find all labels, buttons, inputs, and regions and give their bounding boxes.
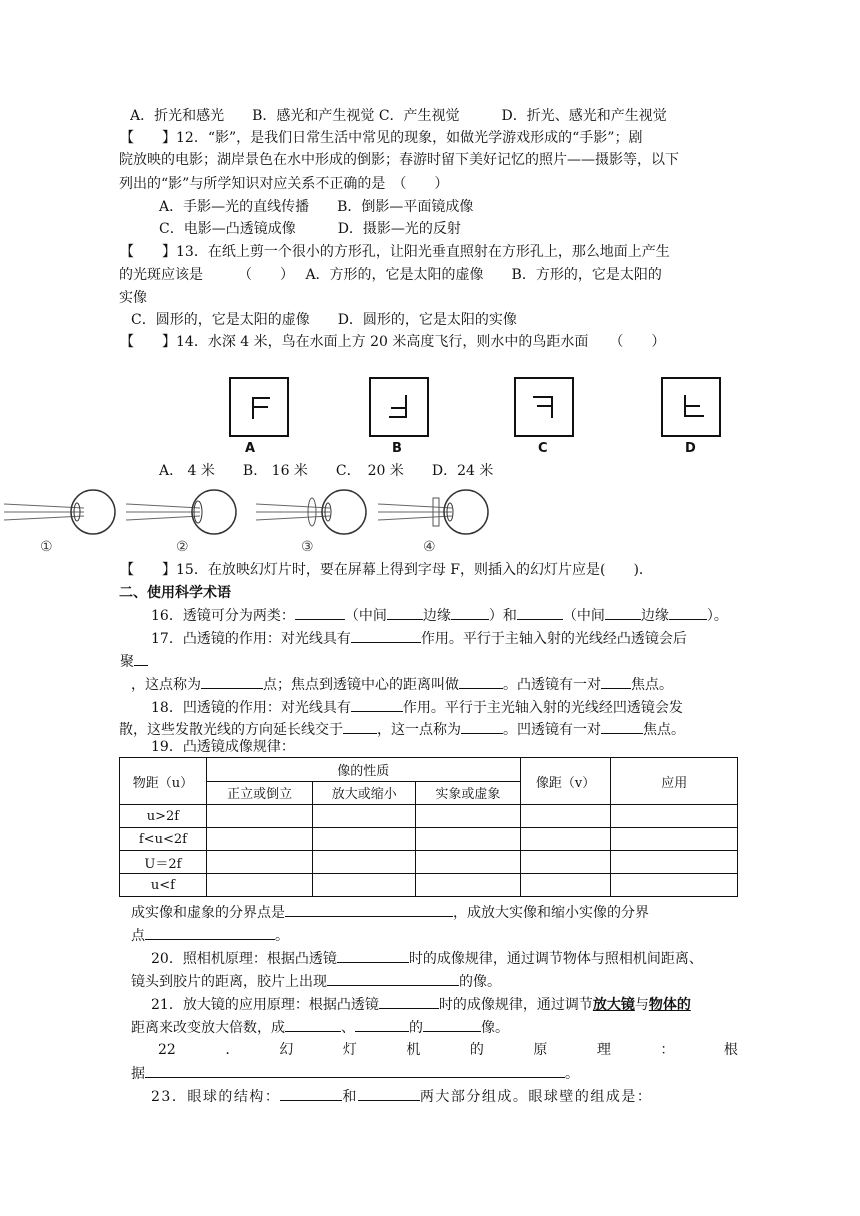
q17-blank-5[interactable] bbox=[601, 674, 631, 689]
q19-title: 19．凸透镜成像规律： bbox=[151, 739, 295, 755]
table-header-image-distance: 像距（v） bbox=[520, 758, 611, 805]
eye-label-1: ① bbox=[40, 539, 53, 555]
table-cell[interactable] bbox=[313, 828, 416, 851]
q20-blank-2[interactable] bbox=[327, 971, 459, 986]
q16-line: 16．透镜可分为两类： （中间 边缘 ）和 （中间 边缘 ）。 bbox=[151, 605, 728, 626]
q17-blank-1[interactable] bbox=[351, 628, 421, 643]
q18-blank-2[interactable] bbox=[343, 719, 377, 734]
q12-options-1: A．手影—光的直线传播 B．倒影—平面镜成像 bbox=[159, 199, 474, 215]
q16-blank-4[interactable] bbox=[517, 605, 563, 620]
q20-line1: 20．照相机原理：根据凸透镜 时的成像规律，通过调节物体与照相机间距离、 bbox=[151, 948, 703, 969]
table-cell[interactable] bbox=[520, 874, 611, 897]
table-row bbox=[120, 874, 738, 897]
q22-line2: 据 。 bbox=[131, 1063, 579, 1084]
table-cell[interactable] bbox=[520, 828, 611, 851]
table-cell[interactable] bbox=[416, 828, 521, 851]
slide-label-b: B bbox=[392, 441, 402, 456]
slide-label-d: D bbox=[685, 441, 696, 456]
q12-line3: 列出的“影”与所学知识对应关系不正确的是 （ ） bbox=[119, 176, 449, 192]
eye-label-2: ② bbox=[176, 539, 189, 555]
table-header-image-nature: 像的性质 bbox=[206, 758, 520, 782]
slide-label-c: C bbox=[538, 441, 548, 456]
table-cell[interactable] bbox=[313, 874, 416, 897]
q21-blank-3[interactable] bbox=[355, 1017, 409, 1032]
table-header-object-distance: 物距（u） bbox=[120, 758, 207, 805]
table-row-label: u>2f bbox=[120, 805, 207, 828]
q17-blank-3[interactable] bbox=[201, 674, 263, 689]
q23-line1: 23．眼球的结构： 和 两大部分组成。眼球壁的组成是： bbox=[151, 1086, 652, 1107]
q13-line1: 【 】13．在纸上剪一个很小的方形孔，让阳光垂直照射在方形孔上，那么地面上产生 bbox=[120, 244, 670, 260]
q22-line1: 22 . 幻 灯 机 的 原 理 ： 根 bbox=[158, 1042, 738, 1058]
q19-after-line1: 成实像和虚象的分界点是 ，成放大实像和缩小实像的分界 bbox=[131, 902, 649, 923]
q21-blank-4[interactable] bbox=[423, 1017, 481, 1032]
q18-line1: 18．凹透镜的作用：对光线具有 作用。平行于主光轴入射的光线经凹透镜会发 bbox=[151, 697, 683, 718]
table-cell[interactable] bbox=[206, 874, 313, 897]
q19-blank-1[interactable] bbox=[285, 902, 453, 917]
table-cell[interactable] bbox=[206, 805, 313, 828]
q13-line3: 实像 bbox=[119, 290, 147, 306]
q20-blank-1[interactable] bbox=[337, 948, 409, 963]
table-cell[interactable] bbox=[416, 805, 521, 828]
q12-line2: 院放映的电影；湖岸景色在水中形成的倒影；春游时留下美好记忆的照片——摄影等，以下 bbox=[119, 152, 679, 168]
q16-blank-2[interactable] bbox=[387, 605, 423, 620]
q17-line2: 聚 bbox=[120, 651, 148, 672]
table-cell[interactable] bbox=[611, 828, 738, 851]
q18-blank-4[interactable] bbox=[601, 719, 643, 734]
table-cell[interactable] bbox=[416, 874, 521, 897]
q19-after-line2: 点 。 bbox=[131, 925, 289, 946]
q21-blank-2[interactable] bbox=[285, 1017, 341, 1032]
q23-blank-1[interactable] bbox=[280, 1086, 342, 1101]
q16-blank-3[interactable] bbox=[451, 605, 489, 620]
q18-line2: 散，这些发散光线的方向延长线交于 ，这一点称为 。凹透镜有一对 焦点。 bbox=[119, 719, 685, 740]
q17-blank-2[interactable] bbox=[134, 651, 148, 666]
q16-blank-5[interactable] bbox=[605, 605, 641, 620]
table-header-application: 应用 bbox=[611, 758, 738, 805]
q17-line1: 17．凸透镜的作用：对光线具有 作用。平行于主轴入射的光线经凸透镜会后 bbox=[151, 628, 687, 649]
imaging-rules-table bbox=[119, 757, 738, 897]
q12-line1: 【 】12．“影”，是我们日常生活中常见的现象，如做光学游戏形成的“手影”；剧 bbox=[120, 130, 643, 146]
table-subheader-real-virtual: 实象或虚象 bbox=[416, 781, 521, 805]
eye-label-3: ③ bbox=[301, 539, 314, 555]
q20-line2: 镜头到胶片的距离，胶片上出现 的像。 bbox=[131, 971, 501, 992]
q14-options: A． 4 米 B． 16 米 C． 20 米 D．24 米 bbox=[159, 463, 494, 479]
table-row-label: f<u<2f bbox=[120, 828, 207, 851]
table-cell[interactable] bbox=[313, 805, 416, 828]
table-cell[interactable] bbox=[206, 828, 313, 851]
q22-blank[interactable] bbox=[145, 1063, 565, 1078]
table-row-label: u<f bbox=[120, 874, 207, 897]
q17-line3: ，这点称为 点；焦点到透镜中心的距离叫做 。凸透镜有一对 焦点。 bbox=[131, 674, 673, 695]
table-row-label: U＝2f bbox=[120, 851, 207, 874]
table-row bbox=[120, 851, 738, 874]
section2-title: 二、使用科学术语 bbox=[119, 585, 231, 601]
q21-line2: 距离来改变放大倍数，成 、 的 像。 bbox=[131, 1017, 509, 1038]
table-cell[interactable] bbox=[611, 805, 738, 828]
q21-blank-1[interactable] bbox=[379, 994, 439, 1009]
q23-blank-2[interactable] bbox=[358, 1086, 420, 1101]
slide-label-a: A bbox=[245, 441, 256, 456]
q15-line1: 【 】15．在放映幻灯片时，要在屏幕上得到字母 F，则插入的幻灯片应是( )． bbox=[120, 562, 653, 578]
table-cell[interactable] bbox=[313, 851, 416, 874]
table-row bbox=[120, 828, 738, 851]
table-cell[interactable] bbox=[520, 805, 611, 828]
table-row bbox=[120, 805, 738, 828]
q21-line1: 21．放大镜的应用原理：根据凸透镜 时的成像规律，通过调节放大镜与物体的 bbox=[151, 994, 691, 1015]
q18-blank-3[interactable] bbox=[461, 719, 503, 734]
q13-line4: C．圆形的，它是太阳的虚像 D．圆形的，它是太阳的实像 bbox=[131, 312, 517, 328]
q12-options-2: C．电影—凸透镜成像 D．摄影—光的反射 bbox=[159, 221, 461, 237]
table-subheader-orientation: 正立或倒立 bbox=[206, 781, 313, 805]
q13-line2: 的光斑应该是 （ ） A．方形的，它是太阳的虚像 B．方形的，它是太阳的 bbox=[119, 267, 662, 283]
table-cell[interactable] bbox=[206, 851, 313, 874]
table-cell[interactable] bbox=[520, 851, 611, 874]
q14-line1: 【 】14．水深 4 米，鸟在水面上方 20 米高度飞行，则水中的鸟距水面 （ ） bbox=[120, 334, 666, 350]
table-cell[interactable] bbox=[416, 851, 521, 874]
table-subheader-size: 放大或缩小 bbox=[313, 781, 416, 805]
q16-blank-1[interactable] bbox=[295, 605, 345, 620]
q18-blank-1[interactable] bbox=[351, 697, 403, 712]
q17-blank-4[interactable] bbox=[459, 674, 503, 689]
q11-options: A．折光和感光 B．感光和产生视觉 C．产生视觉 D．折光、感光和产生视觉 bbox=[130, 108, 667, 124]
table-cell[interactable] bbox=[611, 874, 738, 897]
q16-blank-6[interactable] bbox=[669, 605, 707, 620]
q19-blank-2[interactable] bbox=[145, 925, 275, 940]
table-cell[interactable] bbox=[611, 851, 738, 874]
eye-label-4: ④ bbox=[423, 539, 436, 555]
